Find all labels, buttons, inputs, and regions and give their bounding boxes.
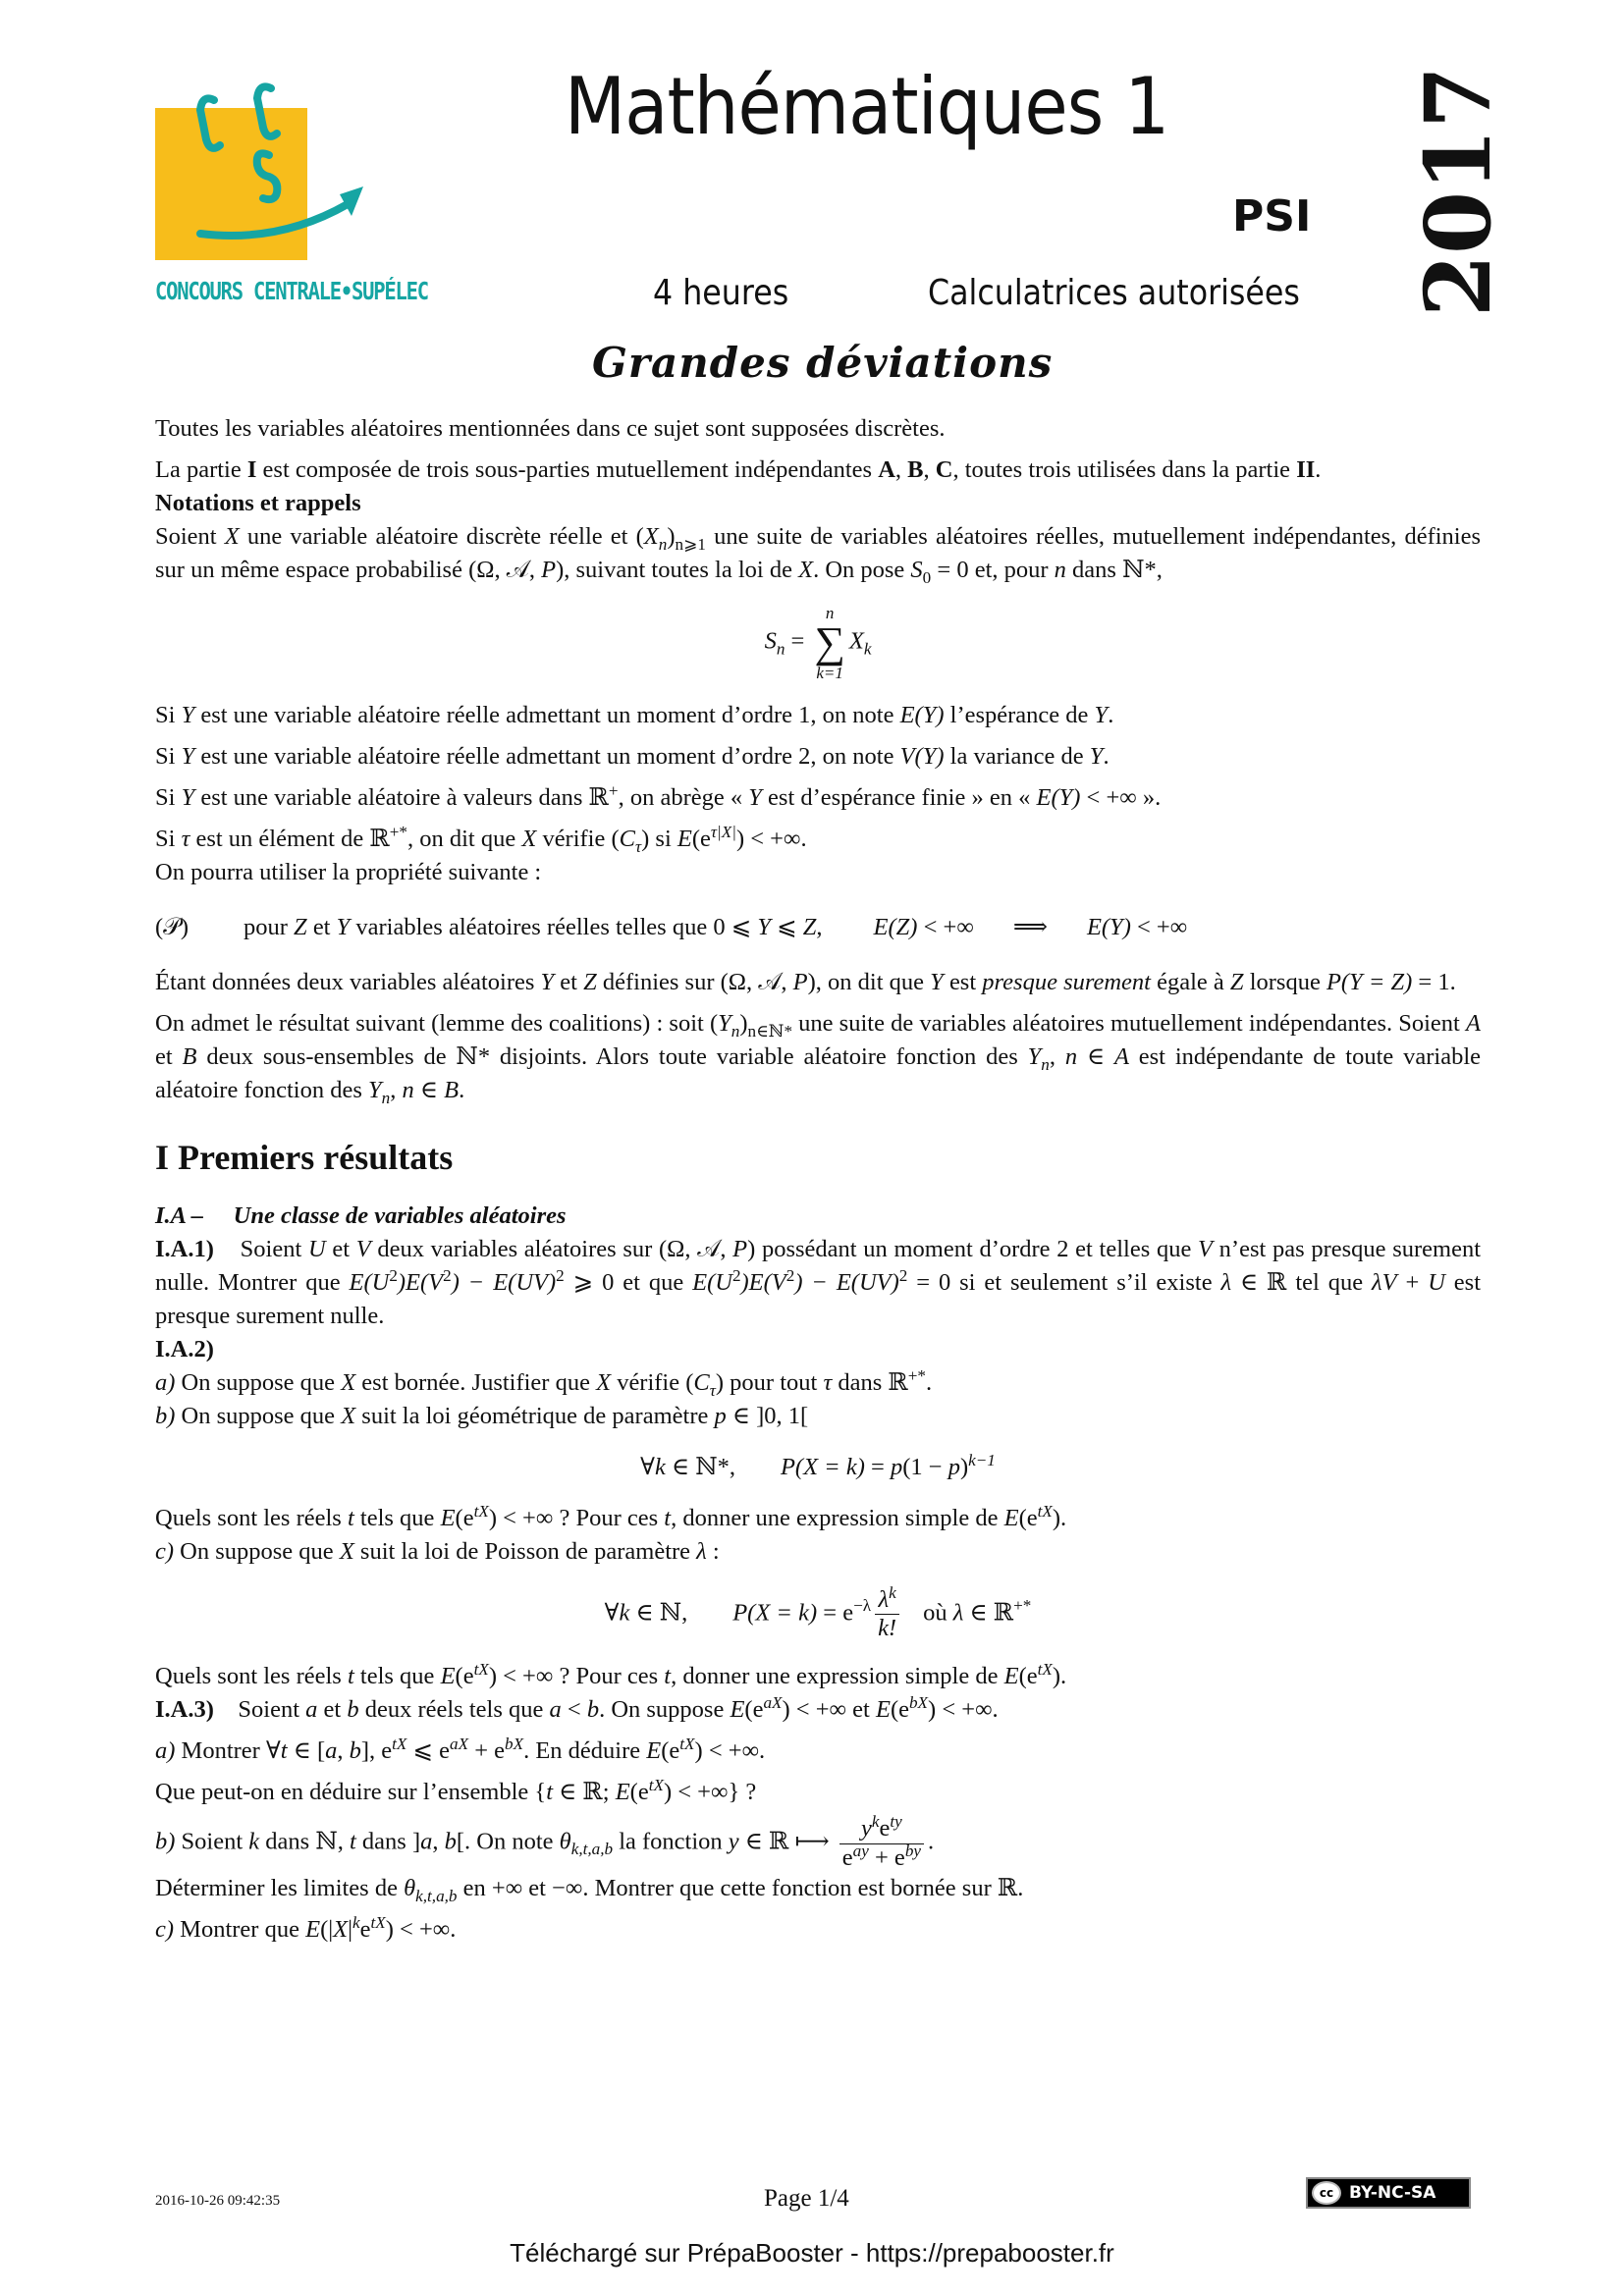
intro-p3: Soient X une variable aléatoire discrète réelle et $(X_n)_{n⩾1}$ une suite de variables aléatoires réelles, mutuellement indépendantes, définies sur un même espace probabilisé (Ω, 𝒜, P), suivant toutes la loi de X. On pose $S_0 = 0$ et, pour n dans ℕ*, — [155, 523, 1481, 587]
definition-almost-surely: Étant données deux variables aléatoires Y et Z définies sur (Ω, 𝒜, P), on dit que Y est presque surement égale à Z lorsque P(Y = Z) = 1. — [155, 969, 1456, 995]
page-number: Page 1/4 — [764, 2185, 849, 2212]
license-text: BY-NC-SA — [1349, 2183, 1436, 2203]
intro-property-lead: On pourra utiliser la propriété suivante : — [155, 859, 542, 885]
exam-duration: 4 heures — [653, 273, 789, 313]
question-ia2b-ask: Quels sont les réels t tels que $E(e^{tX})$ < +∞ ? Pour ces t, donner une expression simple de $E(e^{tX})$. — [155, 1501, 1067, 1531]
question-ia2c: c) On suppose que X suit la loi de Poisson de paramètre λ : — [155, 1538, 720, 1565]
question-ia3b-limits: Déterminer les limites de $\theta_{k,t,a,b}$ en +∞ et −∞. Montrer que cette fonction est bornée sur ℝ. — [155, 1874, 1024, 1905]
question-ia2a: a) On suppose que X est bornée. Justifier que X vérifie $(C_\tau)$ pour tout τ dans ℝ+*. — [155, 1365, 933, 1400]
intro-p2: La partie I est composée de trois sous-parties mutuellement indépendantes A, B, C, toutes trois utilisées dans la partie II. — [155, 456, 1322, 483]
question-ia3a-followup: Que peut-on en déduire sur l’ensemble {t ∈ ℝ; $E(e^{tX})$ < +∞} ? — [155, 1776, 757, 1806]
intro-p1: Toutes les variables aléatoires mentionnées dans ce sujet sont supposées discrètes. — [155, 415, 946, 442]
license-badge — [1306, 2177, 1471, 2209]
generation-timestamp: 2016-10-26 09:42:35 — [155, 2193, 281, 2209]
notation-expectation: Si Y est une variable aléatoire réelle admettant un moment d’ordre 1, on note E(Y) l’espérance de Y. — [155, 702, 1114, 728]
question-ia1: I.A.1) Soient U et V deux variables aléatoires sur (Ω, 𝒜, P) possédant un moment d’ordre 2 et telles que V n’est pas presque surement nulle. Montrer que $E(U^2)E(V^2) - E(UV)^2$ ⩾ 0 et que $E(U^2)E(V^2) - E(UV)^2 = 0$ si et seulement s’il existe λ ∈ ℝ tel que λV + U est presque surement nulle. — [155, 1236, 1482, 1329]
question-ia3: I.A.3) Soient a et b deux réels tels que a < b. On suppose $E(e^{aX})$ < +∞ et $E(e^{bX})$ < +∞. — [155, 1693, 999, 1724]
section-title-part-1: I Premiers résultats — [155, 1138, 454, 1177]
exam-subject: Grandes déviations — [592, 339, 1054, 387]
poisson-law-equation: ∀k ∈ ℕ, $P(X = k) = e^{-\lambda}$ $\frac{\lambda^k}{k!}$ où λ ∈ ℝ+* — [604, 1582, 1032, 1642]
exam-year — [1404, 59, 1512, 324]
geometric-law-equation: ∀k ∈ ℕ*, $P(X = k) = p(1 - p)^{k-1}$ — [640, 1450, 996, 1480]
question-ia2-label: I.A.2) — [155, 1336, 214, 1362]
question-ia3c: c) Montrer que $E(|X|^ke^{tX})$ < +∞. — [155, 1912, 457, 1943]
notation-variance: Si Y est une variable aléatoire réelle admettant un moment d’ordre 2, on note V(Y) la variance de Y. — [155, 743, 1110, 770]
ccs-logo-icon — [155, 69, 391, 265]
exam-track: PSI — [1232, 191, 1312, 241]
notation-finite-expectation: Si Y est une variable aléatoire à valeurs dans ℝ+, on abrège « Y est d’espérance finie » en « E(Y) < +∞ ». — [155, 780, 1162, 811]
calculator-policy: Calculatrices autorisées — [928, 273, 1300, 313]
question-ia2b: b) On suppose que X suit la loi géométrique de paramètre p ∈ ]0, 1[ — [155, 1403, 809, 1429]
notations-heading: Notations et rappels — [155, 490, 361, 516]
notation-condition-c-tau: Si τ est un élément de ℝ+*, on dit que X vérifie $(C_\tau)$ si $E(e^{\tau|X|})$ < +∞. — [155, 822, 807, 856]
question-ia3a: a) Montrer ∀t ∈ [a, b], $e^{tX}$ ⩽ $e^{aX} + e^{bX}$. En déduire $E(e^{tX})$ < +∞. — [155, 1735, 766, 1765]
subsection-title-ia: I.A – Une classe de variables aléatoires — [155, 1202, 567, 1229]
exam-year-text: 2017 — [1405, 65, 1511, 318]
download-notice: Téléchargé sur PrépaBooster - https://prepabooster.fr — [510, 2238, 1114, 2268]
question-ia2c-ask: Quels sont les réels t tels que $E(e^{tX})$ < +∞ ? Pour ces t, donner une expression simple de $E(e^{tX})$. — [155, 1660, 1067, 1690]
logo-organization: CONCOURS CENTRALE•SUPÉLEC — [155, 277, 428, 305]
property-p: (𝒫) pour Z et Y variables aléatoires réelles telles que 0 ⩽ Y ⩽ Z, E(Z) < +∞ ⟹ E(Y) < +∞ — [155, 914, 1188, 940]
exam-title: Mathématiques 1 — [565, 61, 1169, 152]
lemma-coalitions: On admet le résultat suivant (lemme des coalitions) : soit $(Y_n)_{n\in ℕ*}$ une suite de variables aléatoires mutuellement indépendantes. Soient A et B deux sous-ensembles de ℕ* disjoints. Alors toute variable aléatoire fonction des $Y_n$, n ∈ A est indépendante de toute variable aléatoire fonction des $Y_n$, n ∈ B. — [155, 1010, 1482, 1107]
exam-body — [155, 412, 1481, 1947]
sum-equation: $S_n$ = n ∑ k=1 $X_k$ — [764, 604, 872, 682]
question-ia3b: b) Soient k dans ℕ, t dans ]a, b[. On note $\theta_{k,t,a,b}$ la fonction y ∈ ℝ ⟼ $\frac{y^ke^{ty}}{e^{ay} + e^{by}}$ . — [155, 1812, 935, 1871]
cc-icon: cc — [1312, 2181, 1341, 2205]
